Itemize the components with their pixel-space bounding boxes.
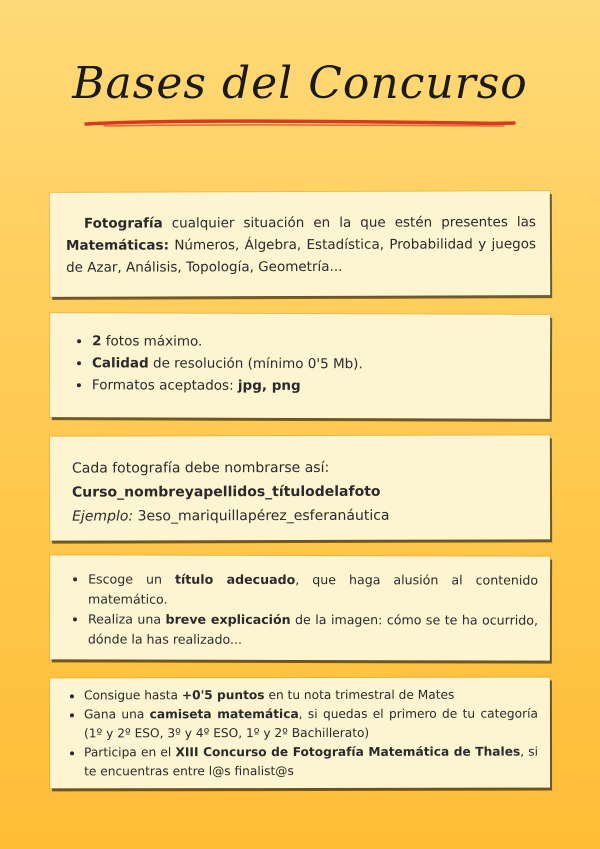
item-text: , que haga alusión al contenido matemático. — [88, 571, 539, 607]
item-text: Consigue hasta — [83, 688, 182, 703]
list-item — [92, 330, 532, 354]
list-item — [84, 743, 538, 782]
prizes-list — [68, 686, 538, 782]
req-text: de resolución (mínimo 0'5 Mb). — [148, 355, 363, 373]
card-description-rules — [50, 555, 550, 660]
naming-example — [72, 503, 532, 528]
item-text: Gana una — [83, 707, 150, 722]
naming-pattern: Curso_nombreyapellidos_títulodelafoto — [71, 483, 381, 501]
req-bold: 2 — [92, 333, 102, 350]
theme-paragraph — [66, 211, 536, 279]
req-bold: Calidad — [91, 355, 149, 372]
title-underline — [84, 116, 516, 130]
list-item — [88, 569, 538, 610]
item-bold: XIII Concurso de Fotografía Matemática de Thales — [175, 744, 521, 760]
item-text: de la imagen: cómo se te ha ocurrido, dónde la has realizado... — [87, 611, 538, 647]
theme-text-1: cualquier situación en la que estén presentes las — [162, 214, 536, 232]
list-item — [92, 352, 532, 376]
requirements-list — [76, 330, 532, 398]
list-item — [88, 609, 538, 650]
list-item — [84, 705, 538, 744]
theme-bold-1: Fotografía — [83, 215, 163, 232]
item-text: Escoge un — [88, 571, 175, 587]
item-text: en tu nota trimestral de Mates — [264, 687, 455, 703]
list-item — [84, 686, 538, 706]
req-text: fotos máximo. — [101, 333, 203, 350]
example-label: Ejemplo: — [72, 508, 134, 525]
req-text: Formatos aceptados: — [91, 377, 238, 394]
item-bold: título adecuado — [174, 571, 296, 587]
card-requirements — [50, 313, 550, 419]
item-text: Participa en el — [84, 745, 176, 760]
page-title: Bases del Concurso — [72, 58, 528, 109]
list-item — [92, 374, 532, 398]
description-list — [72, 569, 538, 650]
card-photography-theme — [50, 191, 550, 297]
item-text: Realiza una — [87, 611, 166, 627]
naming-instruction: Cada fotografía debe nombrarse así: — [71, 459, 330, 477]
item-bold: +0'5 puntos — [181, 688, 265, 703]
example-value: 3eso_mariquillapérez_esferanáutica — [133, 507, 390, 525]
item-bold: camiseta matemática — [149, 707, 299, 722]
item-text: , si quedas el primero de tu categoría (1º y 2º ESO, 3º y 4º ESO, 1º y 2º Bachillerato) — [83, 706, 538, 741]
item-bold: breve explicación — [165, 611, 291, 627]
theme-bold-2: Matemáticas: — [65, 237, 170, 254]
card-naming-format — [50, 435, 550, 540]
req-bold: jpg, png — [237, 377, 301, 395]
item-text: , si te encuentras entre l@s finalist@s — [84, 744, 539, 779]
card-prizes — [50, 678, 550, 789]
theme-text-2: Números, Álgebra, Estadística, Probabilidad y juegos de Azar, Análisis, Topología, Geometría... — [66, 236, 537, 276]
